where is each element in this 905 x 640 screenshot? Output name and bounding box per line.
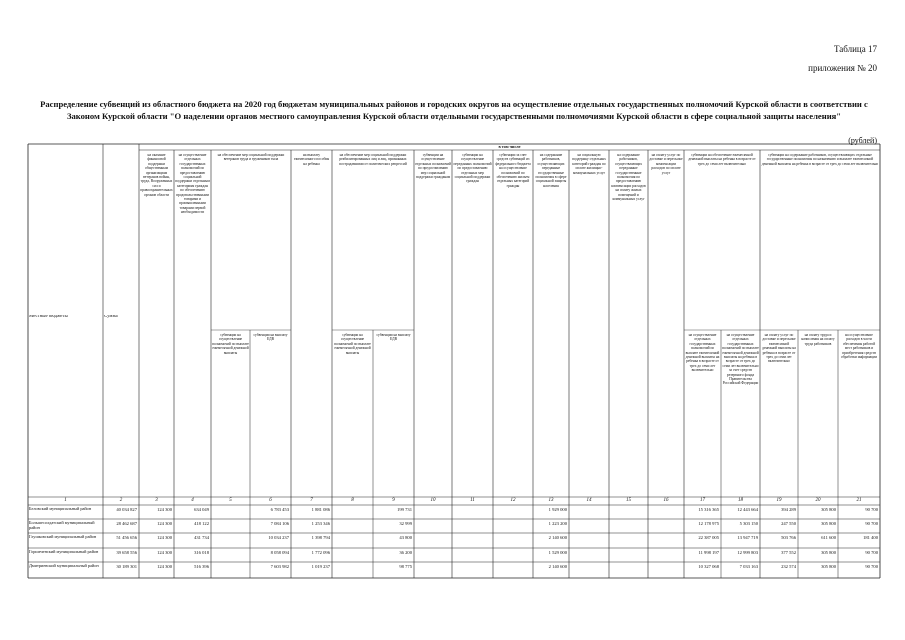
cell-value: 7 033 163 (739, 564, 758, 569)
cell-value: 2 140 600 (548, 564, 567, 569)
column-number: 9 (392, 498, 395, 503)
cell-value: 503 766 (781, 535, 796, 540)
column-header-c13: на содержание работников, осуществляющих переданные государственные полномочия в сфере социальной защиты населения (535, 153, 567, 188)
cell-value: 36 200 (399, 550, 412, 555)
cell-value: 12 443 664 (737, 507, 758, 512)
cell-value: 516 396 (194, 564, 209, 569)
cell-value: 15 316 365 (698, 507, 719, 512)
column-header-c3: на оказание финансовой поддержки общественным организациям ветеранов войны, труда, Вооруженных сил и правоохранительных органов области (140, 153, 173, 197)
cell-value: 305 800 (821, 507, 836, 512)
cell-value: 1 223 200 (548, 521, 567, 526)
cell-value: 10 327 068 (698, 564, 719, 569)
cell-value: 6 783 453 (270, 507, 289, 512)
cell-value: 1 398 794 (311, 535, 330, 540)
row-name: Горшеченский муниципальный район (29, 549, 99, 554)
cell-value: 418 122 (194, 521, 209, 526)
column-header-c14: на социальную поддержку отдельных категорий граждан по оплате жилищно-коммунальных услуг (572, 153, 606, 175)
row-name: Глушковский муниципальный район (29, 534, 97, 539)
row-name: Большесолдатский муниципальный район (29, 520, 95, 531)
column-header-c11: субвенции на осуществление переданных полномочий по предоставлению отдельных мер социальной поддержки граждан (453, 153, 492, 184)
cell-value: 1 529 000 (548, 550, 567, 555)
cell-value: 30 189 301 (116, 564, 137, 569)
cell-value: 5 303 150 (739, 521, 758, 526)
column-number: 16 (663, 498, 669, 503)
cell-value: 394 289 (781, 507, 796, 512)
cell-value: 247 550 (781, 521, 796, 526)
cell-value: 377 552 (781, 550, 796, 555)
column-number: 17 (700, 498, 705, 503)
column-number: 19 (776, 498, 782, 503)
cell-value: 199 731 (397, 507, 412, 512)
column-header-c16: на оплату услуг по доставке и пересылке компенсации расходов по оплате услуг (649, 153, 683, 175)
cell-value: 1 772 096 (311, 550, 330, 555)
cell-value: 12 999 803 (737, 550, 758, 555)
column-number: 13 (548, 498, 554, 503)
cell-value: 1 881 086 (311, 507, 330, 512)
column-header-c7: на выплату ежемесячного пособия на ребенка (293, 153, 330, 166)
column-header-c15: на содержание работников, осуществляющих переданные государственные полномочия по предоставлению компенсации расходов на оплату жилых помещений и коммунальных услуг (611, 153, 646, 202)
cell-value: 11 998 197 (698, 550, 719, 555)
cell-value: 98 775 (399, 564, 412, 569)
column-subheader-s5: субвенции на осуществление полномочий по выплате ежемесячной денежной выплаты (212, 333, 249, 355)
column-header-c10: субвенции на осуществление отдельных полномочий по предоставлению мер социальной поддержки гражданам (415, 153, 451, 180)
column-header-c4: на осуществление отдельных государственных полномочий по предоставлению социальной поддержки отдельным категориям граждан по обеспечению продовольственными товарами и промышленными товарами первой необходимости (175, 153, 210, 215)
column-subheader-s6: субвенции на выплату ЕДВ (253, 333, 288, 342)
column-number: 10 (430, 498, 436, 503)
cell-value: 51 456 656 (116, 535, 137, 540)
cell-value: 124 300 (157, 507, 172, 512)
column-header-budget: Местные бюджеты (29, 315, 68, 319)
cell-value: 124 300 (157, 564, 172, 569)
cell-value: 305 800 (821, 550, 836, 555)
column-number: 11 (470, 498, 475, 503)
cell-value: 7 084 106 (270, 521, 289, 526)
cell-value: 634 049 (194, 507, 209, 512)
cell-value: 40 034 827 (116, 507, 137, 512)
cell-value: 305 800 (821, 521, 836, 526)
column-number: 7 (310, 498, 313, 503)
column-number: 15 (626, 498, 631, 503)
cell-value: 2 140 600 (548, 535, 567, 540)
row-name: Дмитриевский муниципальный район (29, 563, 99, 568)
table-number-label: Таблица 17 (834, 44, 877, 54)
column-number: 5 (229, 498, 232, 503)
column-header-c1718: субвенции на обеспечение ежемесячной денежной выплаты на ребенка в возрасте от трех до семи лет включительно (688, 153, 756, 166)
cell-value: 1 929 000 (548, 507, 567, 512)
column-number: 6 (269, 498, 272, 503)
cell-value: 22 387 005 (698, 535, 719, 540)
in-that-number-header: в том числе (498, 145, 521, 149)
column-number: 8 (351, 498, 354, 503)
cell-value: 28 462 687 (116, 521, 137, 526)
cell-value: 124 300 (157, 521, 172, 526)
cell-value: 13 947 719 (737, 535, 758, 540)
column-header-c89: на обеспечение мер социальной поддержки реабилитированных лиц и лиц, признанных пострадавшими от политических репрессий (339, 153, 407, 166)
column-subheader-s18: на осуществление отдельных государственных полномочий по выплате ежемесячной денежной выплаты на ребенка в возрасте от трех до семи лет включительно за счет средств резервного фонда Правительства Российской Федерации (722, 333, 759, 386)
units-label: (рублей) (848, 136, 877, 145)
appendix-label: приложения № 20 (808, 63, 877, 73)
cell-value: 611 600 (821, 535, 836, 540)
cell-value: 39 658 556 (116, 550, 137, 555)
row-name: Беловский муниципальный район (29, 506, 92, 511)
cell-value: 305 800 (821, 564, 836, 569)
column-number: 1 (64, 498, 67, 503)
column-number: 12 (510, 498, 516, 503)
cell-value: 90 700 (865, 507, 878, 512)
document-title: Распределение субвенций из областного бюджета на 2020 год бюджетам муниципальных районов и городских округов на осуществление отдельных государственных полномочий Курской области в соответствии с Законом Курской области "О наделении органов местного самоуправления Курской области отдельными государственными полномочиями Курской области в сфере социальной защиты населения" (40, 99, 868, 121)
column-number: 4 (191, 498, 194, 503)
column-number: 21 (856, 498, 862, 503)
column-subheader-s8: субвенции на осуществление полномочий по выплате ежемесячной денежной выплаты (334, 333, 371, 355)
cell-value: 124 300 (157, 550, 172, 555)
column-number: 20 (815, 498, 821, 503)
column-subheader-s19: на оплату услуг по доставке и пересылке ежемесячной денежной выплаты на ребенка в возрасте от трех до семи лет включительно (762, 333, 796, 364)
column-subheader-s21: на осуществление расходов в части обеспечения работой мест работников и приобретения средств обработки информации (840, 333, 878, 360)
cell-value: 1 019 237 (311, 564, 330, 569)
cell-value: 10 034 237 (268, 535, 289, 540)
column-number: 18 (738, 498, 743, 503)
column-header-c12: субвенции за счет средств субвенций из федерального бюджета на осуществление полномочий по обеспечению жильем отдельных категорий граждан (495, 153, 531, 188)
cell-value: 232 574 (781, 564, 796, 569)
cell-value: 8 058 094 (270, 550, 289, 555)
column-header-sum: Сумма (104, 315, 118, 319)
cell-value: 90 700 (865, 521, 878, 526)
column-subheader-s20: на оплату труда и начисления на оплату труда работников (801, 333, 835, 346)
column-number: 3 (155, 498, 158, 503)
column-header-c56: на обеспечение мер социальной поддержки ветеранов труда и тружеников тыла (217, 153, 285, 162)
column-subheader-s9: субвенции на выплату ЕДВ (376, 333, 411, 342)
cell-value: 181 400 (863, 535, 878, 540)
cell-value: 316 018 (194, 550, 209, 555)
column-number: 14 (586, 498, 592, 503)
cell-value: 90 700 (865, 564, 878, 569)
cell-value: 7 603 982 (270, 564, 289, 569)
cell-value: 1 253 346 (311, 521, 330, 526)
cell-value: 43 800 (399, 535, 412, 540)
cell-value: 124 300 (157, 535, 172, 540)
cell-value: 12 178 975 (698, 521, 719, 526)
cell-value: 90 700 (865, 550, 878, 555)
column-number: 2 (119, 498, 123, 503)
column-subheader-s17: на осуществление отдельных государственных полномочий по выплате ежемесячной денежной выплаты на ребенка в возрасте от трех до семи лет включительно (685, 333, 720, 373)
cell-value: 431 734 (194, 535, 209, 540)
column-header-c1921: субвенции на содержание работников, осуществляющих отдельные государственные полномочия по назначению и выплате ежемесячной денежной выплаты на ребенка в возрасте от трех до семи лет включительно (761, 153, 879, 166)
cell-value: 32 999 (399, 521, 412, 526)
